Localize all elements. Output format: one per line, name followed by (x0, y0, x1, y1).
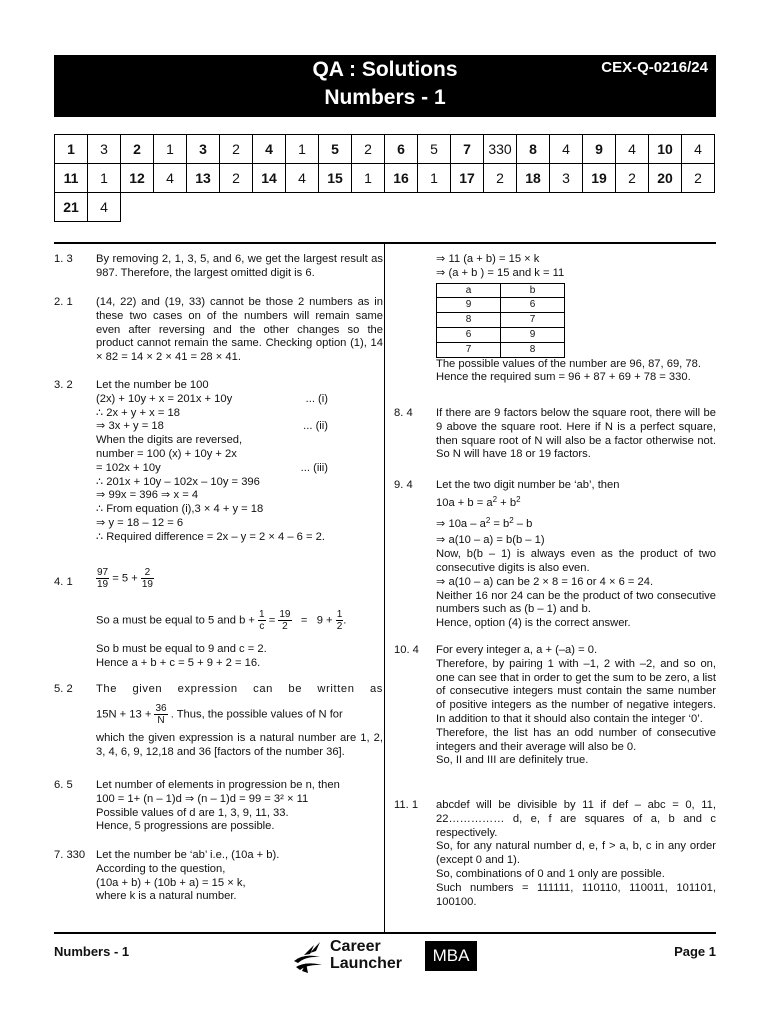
answer-value: 2 (616, 164, 649, 193)
solution-number: 9. 4 (394, 479, 413, 491)
equation-tag: ... (iii) (300, 461, 328, 474)
answer-value: 3 (88, 135, 121, 164)
question-number: 8 (517, 135, 550, 164)
answer-value: 5 (418, 135, 451, 164)
solution-line: ∴ From equation (i),3 × 4 + y = 18 (96, 503, 264, 516)
fraction: $\frac{1}{c}$ (259, 609, 265, 632)
question-number: 12 (121, 164, 154, 193)
question-number: 4 (253, 135, 286, 164)
solution-text: If there are 9 factors below the square root, there will be 9 above the square root. Here if N is a perfect square, then square root of N will also be a factor otherwise not. So N will have 18 or 19 factors. (436, 407, 716, 461)
fraction: $\frac{36}{N}$ (155, 702, 167, 726)
question-number: 18 (517, 164, 550, 193)
solution-line: ∴ 201x + 10y – 102x – 10y = 396 (96, 475, 260, 488)
question-number: 20 (649, 164, 682, 193)
launcher-swirl-icon (290, 939, 328, 975)
solution-line: number = 100 (x) + 10y + 2x (96, 447, 237, 460)
equation-tag: ... (i) (305, 392, 328, 405)
answer-row (55, 135, 715, 164)
question-number: 17 (451, 164, 484, 193)
solution-number: 6. 5 (54, 779, 73, 791)
question-number: 19 (583, 164, 616, 193)
solution-number: 8. 4 (394, 407, 413, 419)
fraction: $\frac{97}{19}$ (97, 567, 109, 590)
question-number: 6 (385, 135, 418, 164)
career-launcher-logo (290, 937, 490, 977)
document-code: CEX-Q-0216/24 (601, 59, 708, 76)
question-number: 10 (649, 135, 682, 164)
answer-value: 1 (352, 164, 385, 193)
solution-text (96, 379, 383, 545)
solution-text: (14, 22) and (19, 33) cannot be those 2 numbers as in these two cases on of the numbers will remain same even after reversing and the other changes so the product cannot remain the same. Checking option (1), 14 × 82 = 14 × 2 × 41 = 28 × 41. (96, 296, 383, 364)
footer-chapter: Numbers - 1 (54, 944, 130, 959)
answer-row (55, 164, 715, 193)
answer-value: 4 (550, 135, 583, 164)
solution-text: By removing 2, 1, 3, 5, and 6, we get the largest result as 987. Therefore, the largest omitted digit is 6. (96, 253, 383, 279)
column-divider (384, 243, 385, 933)
solution-number: 2. 1 (54, 296, 73, 308)
solution-text: abcdef will be divisible by 11 if def – abc = 0, 11, 22…………… d, e, f are squares of a, b and c respectively. So, for any natural number d, e, f > a, b, c in any order (except 0 and 1). So, combinations of 0 and 1 only are possible. Such numbers = 111111, 110110, 110011, 101101, 100100. (436, 799, 716, 908)
solution-line: ⇒ 99x = 396 ⇒ x = 4 (96, 489, 199, 502)
right-column (394, 253, 716, 923)
answer-value: 2 (352, 135, 385, 164)
solution-text: Let number of elements in progression be n, then 100 = 1+ (n – 1)d ⇒ (n – 1)d = 99 = 3² × 11 Possible values of d are 1, 3, 9, 11, 33. Hence, 5 progressions are possible. (96, 779, 340, 833)
page-number: Page 1 (674, 944, 716, 959)
answer-value: 4 (286, 164, 319, 193)
answer-value: 2 (220, 164, 253, 193)
page-title: QA : Solutions (312, 58, 458, 81)
solution-line: (2x) + 10y + x = 201x + 10y (96, 392, 233, 405)
top-divider (54, 242, 716, 244)
solution-number: 7. 330 (54, 849, 86, 861)
brand-line-1: Career (330, 938, 381, 955)
question-number: 5 (319, 135, 352, 164)
page-subtitle: Numbers - 1 (324, 86, 446, 109)
digit-pairs-table: a b 9 6 8 7 6 9 7 8 (436, 283, 565, 358)
solution-text: For every integer a, a + (–a) = 0. Therefore, by pairing 1 with –1, 2 with –2, and so on, one can see that in order to get the sum to be zero, a list of consecutive integers must contain the same number of positive integers as the number of negative integers. In addition to that it should also contain the integer ‘0’. Therefore, the list has an odd number of consecutive integers and their average will also be 0. So, II and III are definitely true. (436, 644, 716, 767)
answer-value: 330 (484, 135, 517, 164)
bottom-divider (54, 932, 716, 934)
solution-text: ⇒ 11 (a + b) = 15 × k ⇒ (a + b ) = 15 and k = 11 a b 9 6 8 7 6 9 7 8 The possible values of the number are 96, 87, 69, 78. Hence the required sum = 96 + 87 + 69 + 78 = 330. (436, 253, 701, 384)
question-number: 21 (55, 193, 88, 222)
fraction: $\frac{2}{19}$ (141, 567, 153, 590)
answer-row (55, 193, 715, 222)
solution-number: 5. 2 (54, 683, 73, 695)
solution-line: ∴ 2x + y + x = 18 (96, 406, 180, 419)
question-number: 2 (121, 135, 154, 164)
left-column (54, 253, 384, 923)
solution-text: Let the two digit number be ‘ab’, then $10a + b = a^2 + b^2$ ⇒ $10a - a^2 = b^2 - b$ ⇒ a(10 – a) = b(b – 1) Now, b(b – 1) is always even as the product of two consecutive digits is also even. ⇒ a(10 – a) can be 2 × 8 = 16 or 4 × 6 = 24. Neither 16 nor 24 can be the product of two consecutive numbers such as (b – 1) and b. Hence, option (4) is the correct answer. (436, 479, 716, 630)
answer-value: 4 (154, 164, 187, 193)
question-number: 13 (187, 164, 220, 193)
answer-value: 4 (88, 193, 121, 222)
answer-value: 1 (154, 135, 187, 164)
solution-text: $\frac{97}{19}$ = 5 + $\frac{2}{19}$ So a must be equal to 5 and b + $\frac{1}{c}$ = $\frac{19}{2}$ = 9 + $\frac{1}{2}$ . So b must be equal to 9 and c = 2. Hence a + b + c = 5 + 9 + 2 = 16. (96, 567, 383, 671)
title-banner (54, 55, 716, 117)
question-number: 16 (385, 164, 418, 193)
solution-line: ⇒ y = 18 – 12 = 6 (96, 516, 184, 529)
solution-number: 3. 2 (54, 379, 73, 391)
solution-number: 10. 4 (394, 644, 419, 656)
question-number: 9 (583, 135, 616, 164)
answer-value: 1 (88, 164, 121, 193)
solution-line: Hence a + b + c = 5 + 9 + 2 = 16. (96, 656, 261, 669)
answer-value: 2 (682, 164, 715, 193)
solution-line: Let the number be 100 (96, 379, 209, 391)
fraction: $\frac{1}{2}$ (336, 609, 343, 632)
brand-line-2: Launcher (330, 955, 403, 972)
question-number: 14 (253, 164, 286, 193)
answer-value: 2 (484, 164, 517, 193)
solution-line: When the digits are reversed, (96, 434, 243, 447)
solution-text: Let the number be ‘ab’ i.e., (10a + b). According to the question, (10a + b) + (10b + a) = 15 × k, where k is a natural number. (96, 849, 280, 903)
question-number: 1 (55, 135, 88, 164)
question-number: 7 (451, 135, 484, 164)
mba-badge: MBA (425, 941, 477, 971)
answer-value: 3 (550, 164, 583, 193)
question-number: 3 (187, 135, 220, 164)
equation-tag: ... (ii) (303, 420, 328, 433)
answer-value: 4 (616, 135, 649, 164)
answer-value: 1 (418, 164, 451, 193)
solution-text: The given expression can be written as 15N + 13 + $\frac{36}{N}$ . Thus, the possible values of N for which the given expression is a natural number are 1, 2, 3, 4, 6, 9, 12,18 and 36 [factors of the number 36]. (96, 683, 383, 758)
answer-value: 4 (682, 135, 715, 164)
question-number: 11 (55, 164, 88, 193)
answer-key-table (54, 134, 715, 222)
solution-number: 1. 3 (54, 253, 73, 265)
solution-line: ∴ Required difference = 2x – y = 2 × 4 – 6 = 2. (96, 530, 325, 543)
answer-value: 1 (286, 135, 319, 164)
fraction: $\frac{19}{2}$ (279, 609, 291, 632)
solution-line: ⇒ 3x + y = 18 (96, 420, 164, 433)
solution-line: So b must be equal to 9 and c = 2. (96, 643, 267, 655)
question-number: 15 (319, 164, 352, 193)
solution-line: = 102x + 10y (96, 461, 161, 474)
solution-number: 11. 1 (394, 799, 419, 811)
answer-value: 2 (220, 135, 253, 164)
solution-number: 4. 1 (54, 576, 73, 588)
